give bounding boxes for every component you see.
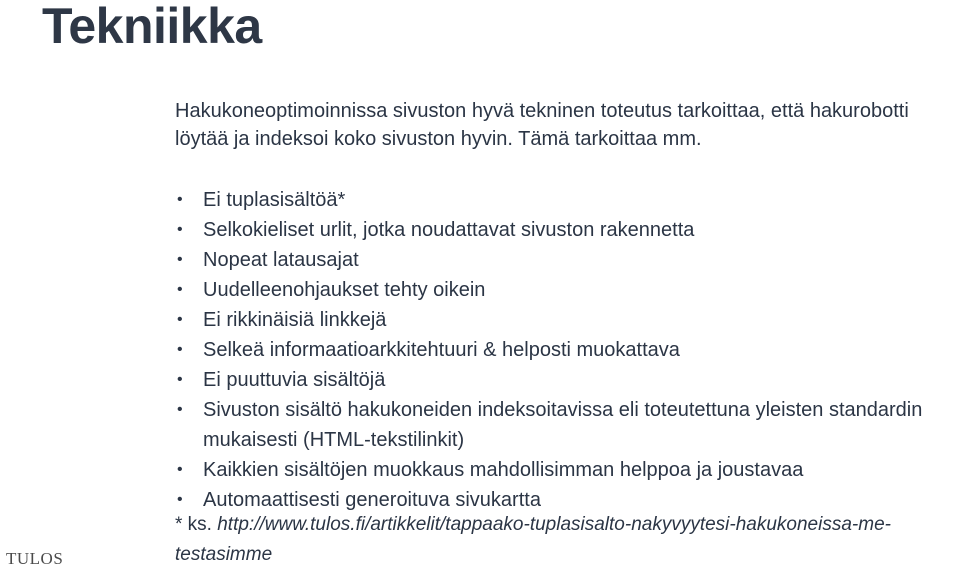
list-item — [175, 215, 945, 245]
bullet-icon: • — [177, 341, 183, 358]
footnote — [175, 510, 955, 570]
tulos-logo: TULOS — [6, 549, 64, 568]
bullet-icon: • — [177, 191, 183, 208]
bullet-icon: • — [177, 491, 183, 508]
bullet-text: Kaikkien sisältöjen muokkaus mahdollisimman helppoa ja joustavaa — [203, 459, 804, 481]
bullet-text: Nopeat latausajat — [203, 249, 359, 271]
intro-paragraph: Hakukoneoptimoinnissa sivuston hyvä tekninen toteutus tarkoittaa, että hakurobotti löytää ja indeksoi koko sivuston hyvin. Tämä tarkoittaa mm. — [175, 100, 909, 150]
bullet-text: Selkeä informaatioarkkitehtuuri & helposti muokattava — [203, 339, 680, 361]
bullet-text: Ei tuplasisältöä* — [203, 189, 346, 211]
list-item — [175, 275, 945, 305]
bullet-icon: • — [177, 461, 183, 478]
list-item — [175, 455, 945, 485]
bullet-text: Ei rikkinäisiä linkkejä — [203, 309, 387, 331]
bullet-list — [175, 185, 945, 515]
bullet-icon: • — [177, 251, 183, 268]
list-item — [175, 335, 945, 365]
slide-title: Tekniikka — [42, 0, 262, 54]
footnote-prefix: * ks. — [175, 514, 218, 535]
bullet-icon: • — [177, 401, 183, 418]
bullet-text: Uudelleenohjaukset tehty oikein — [203, 279, 486, 301]
bullet-icon: • — [177, 311, 183, 328]
bullet-text: Selkokieliset urlit, jotka noudattavat sivuston rakennetta — [203, 219, 695, 241]
list-item — [175, 395, 945, 455]
list-item — [175, 185, 945, 215]
bullet-text: Ei puuttuvia sisältöjä — [203, 369, 386, 391]
list-item — [175, 365, 945, 395]
list-item — [175, 305, 945, 335]
list-item — [175, 245, 945, 275]
footnote-link[interactable]: http://www.tulos.fi/artikkelit/tappaako-tuplasisalto-nakyvyytesi-hakukoneissa-me-testasimme — [175, 514, 891, 565]
bullet-text: Automaattisesti generoituva sivukartta — [203, 489, 541, 511]
bullet-icon: • — [177, 281, 183, 298]
bullet-text: Sivuston sisältö hakukoneiden indeksoitavissa eli toteutettuna yleisten standardin mukaisesti (HTML-tekstilinkit) — [203, 399, 923, 451]
bullet-icon: • — [177, 221, 183, 238]
bullet-icon: • — [177, 371, 183, 388]
